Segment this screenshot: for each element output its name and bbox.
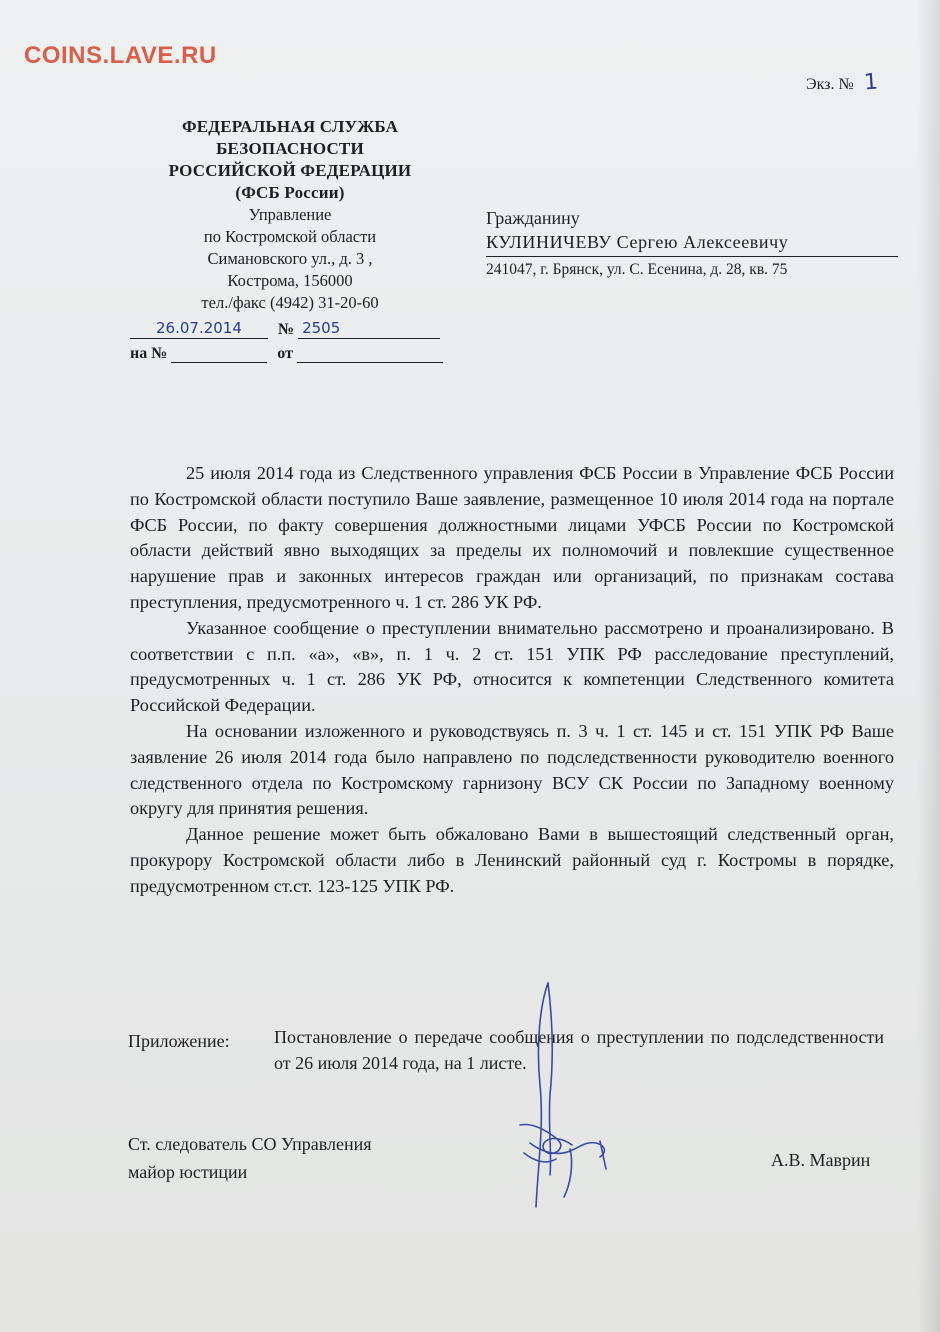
signatory-position xyxy=(128,1130,372,1186)
agency-department: Управление xyxy=(248,205,332,224)
outgoing-date: 26.07.2014 xyxy=(156,319,242,337)
body-paragraph: Указанное сообщение о преступлении внимательно рассмотрено и проанализировано. В соответствии с п.п. «а», «в», п. 1 ч. 2 ст. 151 УПК РФ расследование преступлений, предусмотренных ч. 1 ст. 286 УК РФ, относится к компетенции Следственного комитета Российской Федерации. xyxy=(130,617,894,716)
agency-phone: тел./факс (4942) 31-20-60 xyxy=(201,293,379,312)
attachment-text: Постановление о передаче сообщения о преступлении по подследственности от 26 июля 2014 года, на 1 листе. xyxy=(274,1027,884,1073)
recipient-name: КУЛИНИЧЕВУ Сергею Алексеевичу xyxy=(486,230,898,257)
agency-letterhead xyxy=(130,116,450,314)
agency-name-line-2: БЕЗОПАСНОСТИ xyxy=(216,139,364,158)
agency-name-short: (ФСБ России) xyxy=(235,183,345,202)
agency-name-line-3: РОССИЙСКОЙ ФЕДЕРАЦИИ xyxy=(168,161,412,180)
incoming-number-field xyxy=(171,344,267,363)
copy-number xyxy=(806,70,878,95)
watermark: COINS.LAVE.RU xyxy=(24,42,217,69)
incoming-number-label: на № xyxy=(130,345,168,362)
incoming-date-label: от xyxy=(277,345,293,362)
signatory-position-line-2: майор юстиции xyxy=(128,1162,248,1182)
signatory-position-line-1: Ст. следователь СО Управления xyxy=(128,1134,372,1154)
signatory-name: А.В. Маврин xyxy=(771,1150,871,1170)
attachment-label: Приложение: xyxy=(128,1031,230,1051)
outgoing-number: 2505 xyxy=(302,319,341,337)
copy-number-label: Экз. № xyxy=(806,76,854,93)
recipient-block xyxy=(486,206,898,281)
agency-region: по Костромской области xyxy=(203,227,377,246)
outgoing-number-label: № xyxy=(278,321,295,338)
body-paragraph: 25 июля 2014 года из Следственного управления ФСБ России в Управление ФСБ России по Костромской области поступило Ваше заявление, размещенное 10 июля 2014 года на портале ФСБ России, по факту совершения должностными лицами УФСБ России по Костромской области действий явно выходящих за пределы их полномочий и повлекшие существенное нарушение прав и законных интересов граждан или организаций, по признакам состава преступления, предусмотренного ч. 1 ст. 286 УК РФ. xyxy=(130,463,894,612)
recipient-salutation: Гражданину xyxy=(486,208,580,228)
body-paragraph: На основании изложенного и руководствуясь п. 3 ч. 1 ст. 145 и ст. 151 УПК РФ Ваше заявление 26 июля 2014 года было направлено по подследственности руководителю военного следственного отдела по Костромскому гарнизону ВСУ СК России по Западному военному округу для принятия решения. xyxy=(130,720,894,819)
incoming-reference xyxy=(130,344,443,363)
handwritten-signature xyxy=(500,975,630,1225)
letter-body xyxy=(130,461,894,900)
agency-city: Кострома, 156000 xyxy=(227,271,353,290)
outgoing-reference xyxy=(130,320,440,339)
agency-name-line-1: ФЕДЕРАЛЬНАЯ СЛУЖБА xyxy=(181,117,399,136)
body-paragraph: Данное решение может быть обжаловано Вами в вышестоящий следственный орган, прокурору Костромской области либо в Ленинский районный суд г. Костромы в порядке, предусмотренном ст.ст. 123-125 УПК РФ. xyxy=(130,824,894,896)
outgoing-number-field xyxy=(298,320,440,339)
outgoing-date-field xyxy=(130,320,268,339)
copy-number-value: 1 xyxy=(862,69,879,96)
incoming-date-field xyxy=(297,344,443,363)
agency-street: Симановского ул., д. 3 , xyxy=(207,249,373,268)
recipient-address: 241047, г. Брянск, ул. С. Есенина, д. 28, кв. 75 xyxy=(486,261,788,278)
page-edge-shadow xyxy=(918,0,940,1332)
